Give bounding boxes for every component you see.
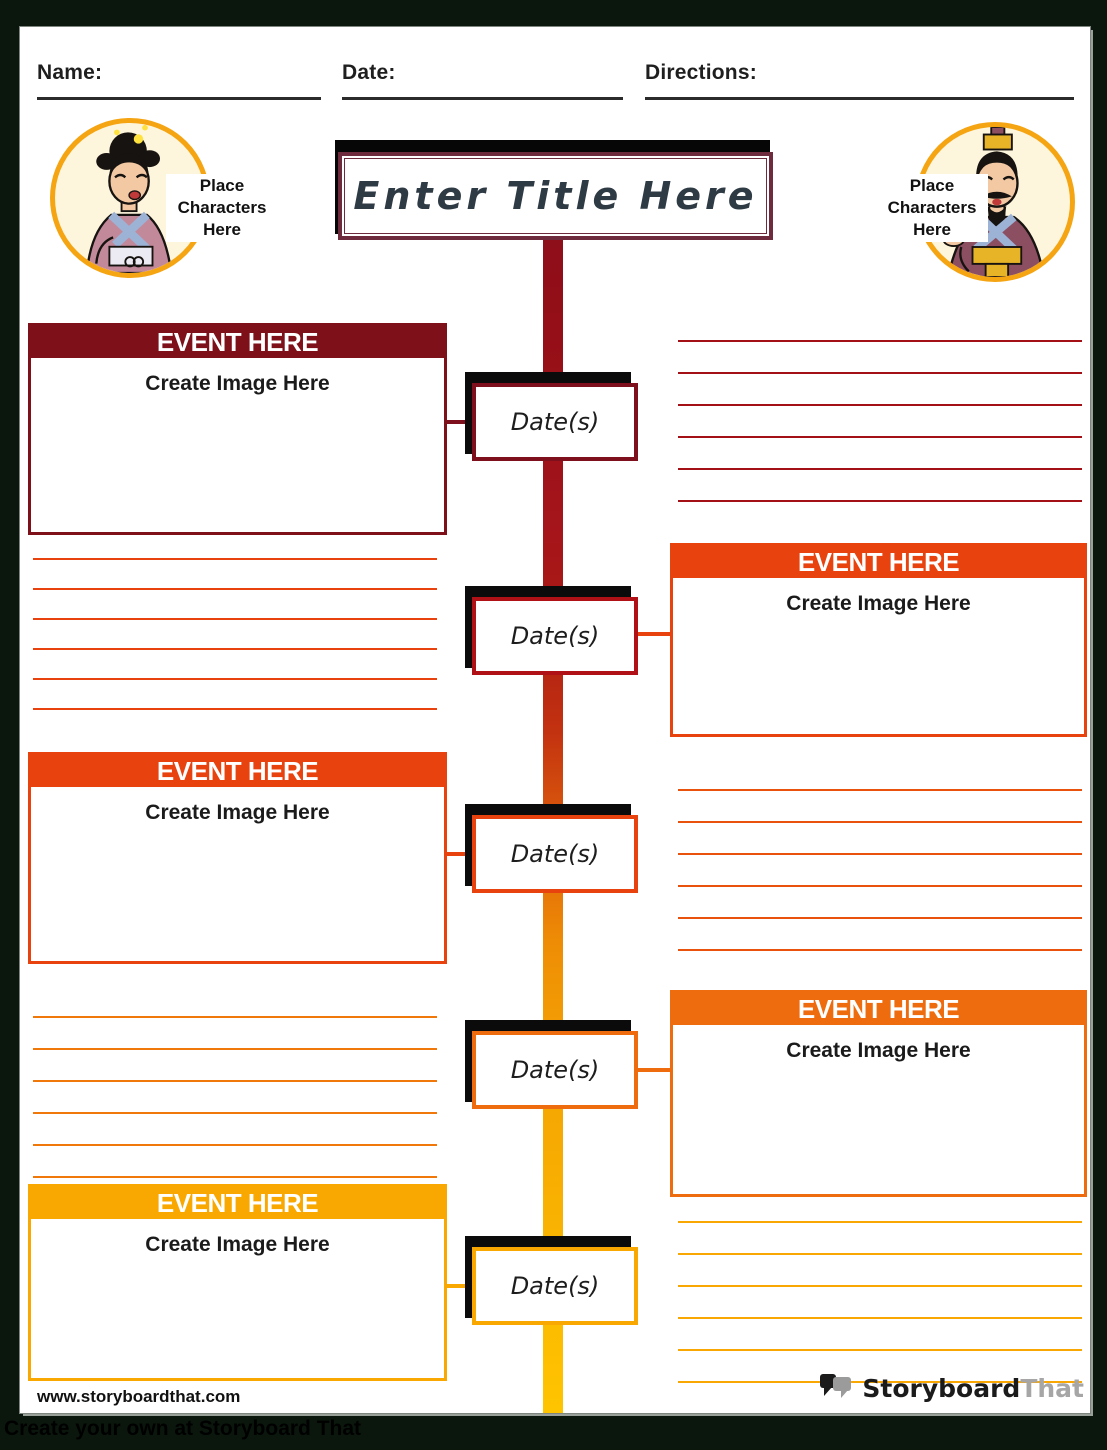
footer-tagline: Create your own at Storyboard That (4, 1417, 362, 1440)
event-header: EVENT HERE (31, 755, 444, 787)
writing-lines-4[interactable] (33, 1016, 437, 1178)
writing-line (33, 678, 437, 680)
writing-line (33, 1176, 437, 1178)
website-url: www.storyboardthat.com (37, 1387, 241, 1406)
writing-lines-5[interactable] (678, 1221, 1082, 1383)
writing-lines-2[interactable] (678, 340, 1082, 502)
writing-line (33, 588, 437, 590)
title-box[interactable] (338, 152, 773, 240)
writing-lines-1[interactable] (33, 558, 437, 710)
event-box-3 (28, 752, 447, 964)
character-caption-left (166, 174, 278, 242)
storyboardthat-logo (819, 1373, 1084, 1403)
event-header: EVENT HERE (31, 1187, 444, 1219)
writing-line (678, 436, 1082, 438)
writing-line (678, 340, 1082, 342)
speech-bubbles-icon (819, 1373, 855, 1403)
caption-line: Place (199, 176, 245, 195)
writing-line (33, 1144, 437, 1146)
caption-line: Characters (887, 198, 977, 217)
character-caption-right (876, 174, 988, 242)
writing-line (678, 1317, 1082, 1319)
caption-line: Place (909, 176, 955, 195)
caption-line: Here (913, 220, 951, 239)
writing-line (678, 1285, 1082, 1287)
writing-line (678, 917, 1082, 919)
writing-line (33, 618, 437, 620)
event-image-area[interactable]: Create Image Here (145, 801, 330, 824)
event-image-area[interactable]: Create Image Here (145, 1233, 330, 1256)
writing-line (33, 648, 437, 650)
writing-line (678, 821, 1082, 823)
writing-line (678, 949, 1082, 951)
date-box-4[interactable]: Date(s) (472, 1031, 638, 1109)
writing-line (678, 404, 1082, 406)
event-image-area[interactable]: Create Image Here (145, 372, 330, 395)
writing-line (678, 500, 1082, 502)
writing-line (33, 1048, 437, 1050)
worksheet-page (20, 27, 1090, 1413)
directions-label: Directions: (645, 61, 757, 84)
event-header: EVENT HERE (673, 546, 1084, 578)
writing-lines-3[interactable] (678, 789, 1082, 951)
writing-line (678, 372, 1082, 374)
date-box-2[interactable]: Date(s) (472, 597, 638, 675)
logo-text-secondary: That (1020, 1373, 1084, 1403)
writing-line (678, 1253, 1082, 1255)
writing-line (33, 1016, 437, 1018)
logo-text (862, 1374, 1084, 1403)
event-box-5 (28, 1184, 447, 1381)
date-box-1[interactable]: Date(s) (472, 383, 638, 461)
date-box-3[interactable]: Date(s) (472, 815, 638, 893)
writing-line (33, 708, 437, 710)
event-box-1 (28, 323, 447, 535)
event-box-4 (670, 990, 1087, 1197)
name-input-line[interactable] (37, 97, 321, 100)
writing-line (678, 885, 1082, 887)
writing-line (33, 558, 437, 560)
date-input-line[interactable] (342, 97, 623, 100)
writing-line (678, 1349, 1082, 1351)
writing-line (678, 468, 1082, 470)
directions-input-line[interactable] (645, 97, 1074, 100)
writing-line (33, 1112, 437, 1114)
event-header: EVENT HERE (31, 326, 444, 358)
caption-line: Characters (177, 198, 267, 217)
event-image-area[interactable]: Create Image Here (786, 1039, 971, 1062)
connector-2 (636, 632, 672, 636)
writing-line (678, 853, 1082, 855)
connector-4 (636, 1068, 672, 1072)
event-box-2 (670, 543, 1087, 737)
date-label: Date: (342, 61, 396, 84)
writing-line (33, 1080, 437, 1082)
date-box-5[interactable]: Date(s) (472, 1247, 638, 1325)
event-header: EVENT HERE (673, 993, 1084, 1025)
title-text: Enter Title Here (353, 174, 758, 218)
name-label: Name: (37, 61, 103, 84)
event-image-area[interactable]: Create Image Here (786, 592, 971, 615)
caption-line: Here (203, 220, 241, 239)
writing-line (678, 1221, 1082, 1223)
writing-line (678, 789, 1082, 791)
logo-text-primary: Storyboard (862, 1373, 1021, 1403)
